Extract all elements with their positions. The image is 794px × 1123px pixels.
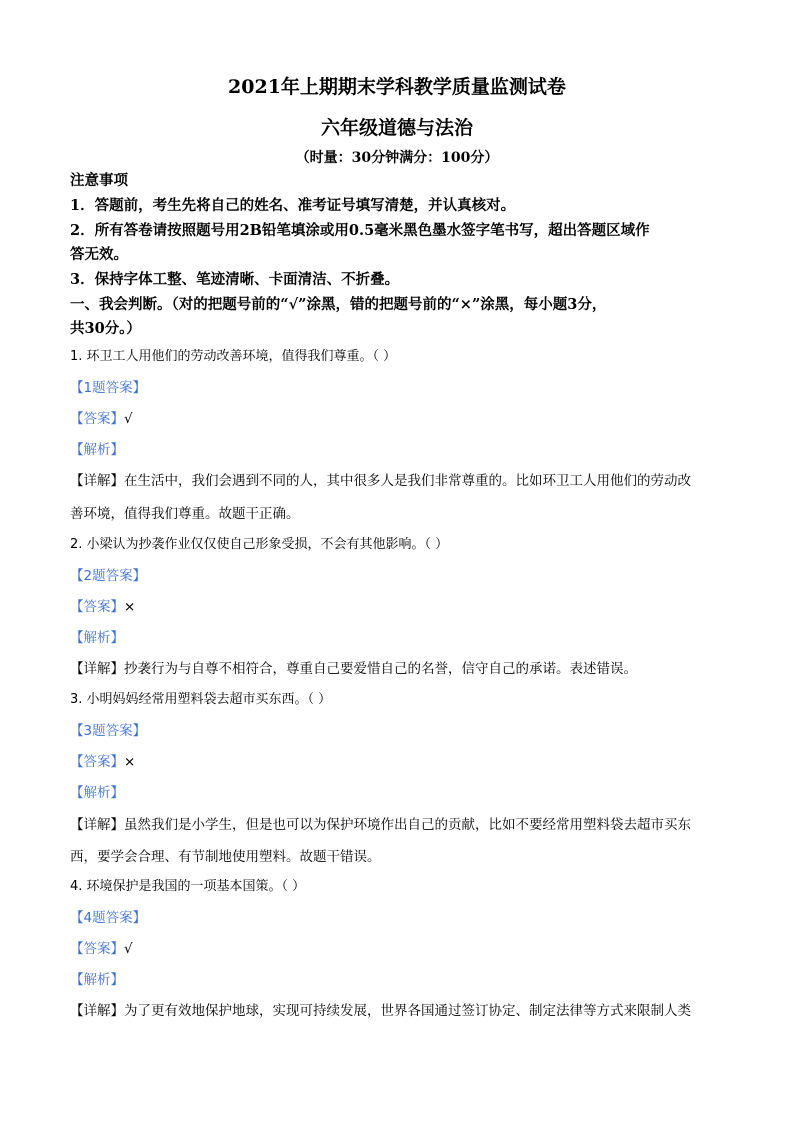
answer-label: 【答案】 bbox=[70, 599, 124, 615]
answer-label: 【答案】 bbox=[70, 754, 124, 770]
question-2-analysis-label: 【解析】 bbox=[70, 630, 124, 646]
question-1-text: 1. 环卫工人用他们的劳动改善环境，值得我们尊重。（ ） bbox=[70, 349, 397, 364]
section-heading-line-2: 共30分。） bbox=[70, 320, 141, 337]
detail-label: 【详解】 bbox=[70, 473, 124, 489]
notes-heading: 注意事项 bbox=[70, 172, 128, 189]
question-2-text: 2. 小梁认为抄袭作业仅仅使自己形象受损，不会有其他影响。（ ） bbox=[70, 537, 449, 552]
section-heading-line-1: 一、我会判断。（对的把题号前的“√”涂黑，错的把题号前的“×”涂黑，每小题3分， bbox=[70, 296, 607, 313]
answer-label: 【答案】 bbox=[70, 411, 124, 427]
detail-text: 为了更有效地保护地球，实现可持续发展，世界各国通过签订协定、制定法律等方式来限制人类 bbox=[124, 1003, 691, 1019]
question-3-detail-line-2: 西，要学会合理、有节制地使用塑料。故题干错误。 bbox=[70, 849, 381, 865]
question-2-answer-tag: 【2题答案】 bbox=[70, 568, 147, 584]
question-1-detail-line-2: 善环境，值得我们尊重。故题干正确。 bbox=[70, 506, 300, 522]
answer-value: × bbox=[124, 599, 136, 615]
notes-item-3: 3．保持字体工整、笔迹清晰、卡面清洁、不折叠。 bbox=[70, 271, 400, 288]
question-1-detail-line-1 bbox=[70, 472, 691, 490]
question-1-answer bbox=[70, 410, 133, 428]
exam-time-info: （时量：30分钟满分：100分） bbox=[295, 150, 499, 166]
detail-text: 抄袭行为与自尊不相符合，尊重自己要爱惜自己的名誉，信守自己的承诺。表述错误。 bbox=[124, 661, 637, 677]
question-4-text: 4. 环境保护是我国的一项基本国策。（ ） bbox=[70, 879, 306, 894]
detail-label: 【详解】 bbox=[70, 817, 124, 833]
notes-item-2-line-1: 2．所有答卷请按照题号用2B铅笔填涂或用0.5毫米黑色墨水签字笔书写，超出答题区域作 bbox=[70, 222, 650, 239]
question-4-detail-line-1 bbox=[70, 1002, 691, 1020]
answer-value: √ bbox=[124, 941, 133, 957]
answer-value: √ bbox=[124, 411, 133, 427]
question-2-detail-line-1 bbox=[70, 660, 637, 678]
question-3-answer bbox=[70, 753, 135, 771]
question-3-detail-line-1 bbox=[70, 816, 691, 834]
question-4-answer bbox=[70, 940, 133, 958]
question-4-analysis-label: 【解析】 bbox=[70, 972, 124, 988]
detail-text: 虽然我们是小学生，但是也可以为保护环境作出自己的贡献，比如不要经常用塑料袋去超市买东 bbox=[124, 817, 691, 833]
detail-label: 【详解】 bbox=[70, 661, 124, 677]
notes-item-1: 1．答题前，考生先将自己的姓名、准考证号填写清楚，并认真核对。 bbox=[70, 197, 516, 214]
question-1-analysis-label: 【解析】 bbox=[70, 442, 124, 458]
answer-label: 【答案】 bbox=[70, 941, 124, 957]
exam-subject: 六年级道德与法治 bbox=[320, 117, 473, 139]
question-3-analysis-label: 【解析】 bbox=[70, 785, 124, 801]
question-1-answer-tag: 【1题答案】 bbox=[70, 380, 147, 396]
answer-value: × bbox=[124, 754, 136, 770]
question-3-answer-tag: 【3题答案】 bbox=[70, 723, 147, 739]
question-2-answer bbox=[70, 598, 135, 616]
notes-item-2-line-2: 答无效。 bbox=[70, 246, 128, 263]
detail-label: 【详解】 bbox=[70, 1003, 124, 1019]
detail-text: 在生活中，我们会遇到不同的人，其中很多人是我们非常尊重的。比如环卫工人用他们的劳动改 bbox=[124, 473, 691, 489]
exam-title: 2021年上期期末学科教学质量监测试卷 bbox=[228, 76, 566, 98]
question-4-answer-tag: 【4题答案】 bbox=[70, 910, 147, 926]
question-3-text: 3. 小明妈妈经常用塑料袋去超市买东西。（ ） bbox=[70, 692, 332, 707]
